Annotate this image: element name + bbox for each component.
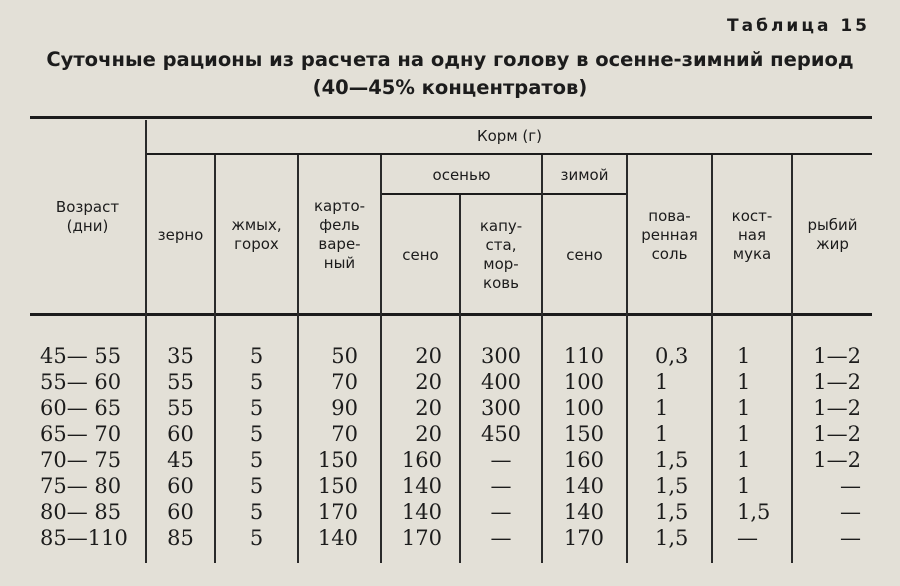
header-feed: Корм (г) bbox=[476, 127, 543, 145]
cell-cabbage-carrot: — bbox=[490, 526, 512, 550]
cell-hay-winter: 170 bbox=[563, 526, 604, 550]
cell-hay-autumn: 140 bbox=[401, 474, 442, 498]
cell-fish-oil: 1—2 bbox=[813, 448, 861, 472]
cell-age: 60— 65 bbox=[40, 396, 122, 420]
cell-age: 80— 85 bbox=[40, 500, 122, 524]
cell-cake-peas: 5 bbox=[249, 344, 264, 368]
cell-bone-meal: 1 bbox=[737, 422, 751, 446]
header-hay-winter: сено bbox=[566, 245, 603, 264]
cell-hay-winter: 140 bbox=[563, 500, 604, 524]
cell-hay-winter: 110 bbox=[563, 344, 604, 368]
cell-fish-oil: 1—2 bbox=[813, 344, 861, 368]
cell-bone-meal: 1,5 bbox=[737, 500, 771, 524]
cell-fish-oil: — bbox=[840, 526, 861, 550]
cell-grain: 35 bbox=[167, 344, 194, 368]
cell-age: 70— 75 bbox=[40, 448, 122, 472]
cell-age: 65— 70 bbox=[40, 422, 122, 446]
cell-cabbage-carrot: 400 bbox=[480, 370, 522, 394]
cell-hay-autumn: 170 bbox=[401, 526, 442, 550]
cell-hay-autumn: 160 bbox=[401, 448, 442, 472]
cell-hay-autumn: 20 bbox=[415, 344, 442, 368]
column-fish-oil bbox=[793, 343, 861, 553]
cell-fish-oil: 1—2 bbox=[813, 370, 861, 394]
header-bottom-rule bbox=[30, 313, 872, 316]
cell-fish-oil: 1—2 bbox=[813, 422, 861, 446]
table-number: Таблица 15 bbox=[727, 16, 870, 36]
cell-cake-peas: 5 bbox=[249, 422, 264, 446]
cell-grain: 60 bbox=[167, 474, 194, 498]
column-hay-winter bbox=[543, 343, 604, 553]
cell-table-salt: 1 bbox=[655, 370, 669, 394]
top-rule bbox=[30, 116, 872, 119]
column-hay-autumn bbox=[382, 343, 442, 553]
cell-boiled-potato: 50 bbox=[331, 344, 358, 368]
cell-grain: 55 bbox=[167, 396, 194, 420]
cell-age: 45— 55 bbox=[40, 344, 122, 368]
cell-grain: 45 bbox=[167, 448, 194, 472]
cell-cake-peas: 5 bbox=[249, 396, 264, 420]
cell-hay-autumn: 20 bbox=[415, 396, 442, 420]
column-cake-peas bbox=[216, 343, 297, 553]
cell-fish-oil: 1—2 bbox=[813, 396, 861, 420]
cell-boiled-potato: 70 bbox=[331, 370, 358, 394]
cell-bone-meal: — bbox=[737, 526, 758, 550]
column-boiled-potato bbox=[299, 343, 358, 553]
cell-bone-meal: 1 bbox=[737, 474, 751, 498]
header-boiled-potato: карто- фель варе- ный bbox=[313, 197, 366, 272]
header-bone-meal: кост- ная мука bbox=[731, 206, 773, 263]
header-hay-autumn: сено bbox=[402, 245, 439, 264]
cell-hay-autumn: 20 bbox=[415, 370, 442, 394]
cell-table-salt: 1,5 bbox=[655, 474, 689, 498]
cell-boiled-potato: 150 bbox=[317, 474, 358, 498]
table-title-line-1: Суточные рационы из расчета на одну голову в осенне-зимний период bbox=[46, 48, 854, 71]
cell-fish-oil: — bbox=[840, 474, 861, 498]
cell-age: 85—110 bbox=[40, 526, 128, 550]
cell-cake-peas: 5 bbox=[249, 526, 264, 550]
header-grain: зерно bbox=[157, 225, 204, 244]
cell-table-salt: 1 bbox=[655, 396, 669, 420]
header-table-salt: пова- ренная соль bbox=[641, 206, 698, 263]
cell-boiled-potato: 170 bbox=[317, 500, 358, 524]
cell-boiled-potato: 150 bbox=[317, 448, 358, 472]
cell-table-salt: 1,5 bbox=[655, 526, 689, 550]
cell-boiled-potato: 140 bbox=[317, 526, 358, 550]
header-winter: зимой bbox=[560, 165, 609, 184]
cell-cabbage-carrot: — bbox=[490, 448, 512, 472]
feed-header-rule bbox=[145, 153, 872, 155]
cell-cabbage-carrot: 300 bbox=[480, 396, 522, 420]
cell-cabbage-carrot: 450 bbox=[480, 422, 522, 446]
cell-bone-meal: 1 bbox=[737, 448, 751, 472]
cell-hay-autumn: 140 bbox=[401, 500, 442, 524]
cell-bone-meal: 1 bbox=[737, 344, 751, 368]
column-bone-meal bbox=[737, 343, 791, 553]
cell-age: 75— 80 bbox=[40, 474, 122, 498]
cell-grain: 85 bbox=[167, 526, 194, 550]
cell-hay-winter: 100 bbox=[563, 370, 604, 394]
header-cabbage-carrot: капу- ста, мор- ковь bbox=[479, 217, 523, 292]
cell-cake-peas: 5 bbox=[249, 448, 264, 472]
cell-cake-peas: 5 bbox=[249, 370, 264, 394]
column-table-salt bbox=[655, 343, 711, 553]
cell-age: 55— 60 bbox=[40, 370, 122, 394]
cell-cabbage-carrot: 300 bbox=[480, 344, 522, 368]
season-header-rule bbox=[381, 193, 627, 195]
cell-bone-meal: 1 bbox=[737, 396, 751, 420]
cell-grain: 60 bbox=[167, 500, 194, 524]
cell-cake-peas: 5 bbox=[249, 474, 264, 498]
cell-table-salt: 1 bbox=[655, 422, 669, 446]
table-title bbox=[0, 46, 900, 102]
cell-table-salt: 1,5 bbox=[655, 448, 689, 472]
cell-cabbage-carrot: — bbox=[490, 474, 512, 498]
cell-table-salt: 1,5 bbox=[655, 500, 689, 524]
header-age: Возраст (дни) bbox=[55, 197, 120, 235]
header-cake-peas: жмых, горох bbox=[231, 216, 282, 253]
header-fish-oil: рыбий жир bbox=[807, 216, 858, 253]
cell-boiled-potato: 70 bbox=[331, 422, 358, 446]
cell-cabbage-carrot: — bbox=[490, 500, 512, 524]
column-grain bbox=[147, 343, 214, 553]
cell-bone-meal: 1 bbox=[737, 370, 751, 394]
cell-hay-winter: 100 bbox=[563, 396, 604, 420]
cell-hay-winter: 160 bbox=[563, 448, 604, 472]
column-cabbage-carrot bbox=[461, 343, 541, 553]
header-autumn: осенью bbox=[432, 165, 491, 184]
cell-hay-winter: 140 bbox=[563, 474, 604, 498]
cell-grain: 55 bbox=[167, 370, 194, 394]
cell-grain: 60 bbox=[167, 422, 194, 446]
cell-hay-autumn: 20 bbox=[415, 422, 442, 446]
cell-cake-peas: 5 bbox=[249, 500, 264, 524]
table-title-line-2: (40—45% концентратов) bbox=[312, 76, 588, 99]
cell-boiled-potato: 90 bbox=[331, 396, 358, 420]
cell-table-salt: 0,3 bbox=[655, 344, 689, 368]
column-age bbox=[40, 343, 140, 553]
cell-hay-winter: 150 bbox=[563, 422, 604, 446]
cell-fish-oil: — bbox=[840, 500, 861, 524]
